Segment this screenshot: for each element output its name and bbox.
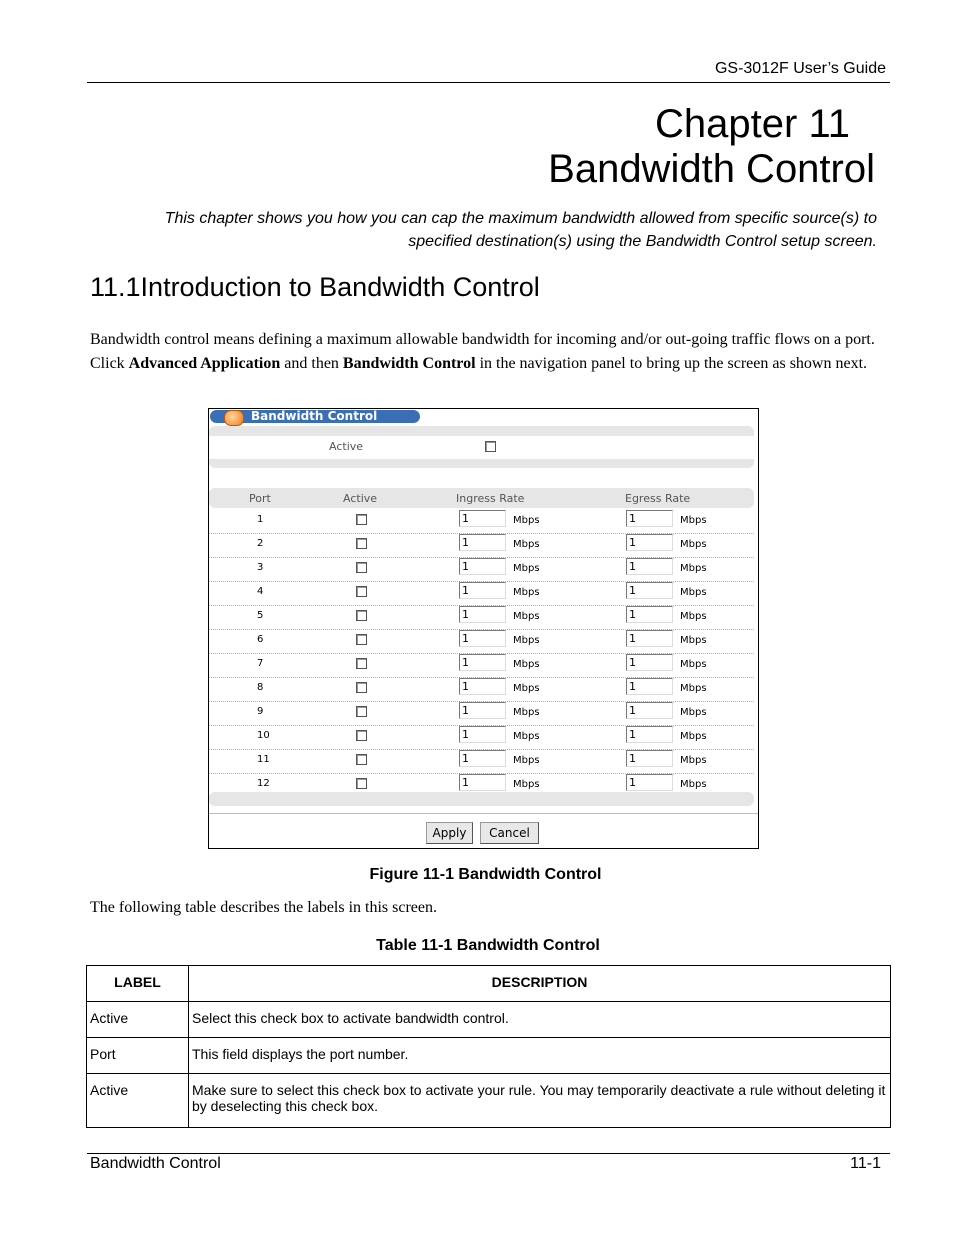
page-number: 11-1 — [850, 1155, 881, 1172]
ingress-unit: Mbps — [513, 539, 540, 550]
port-row — [209, 533, 754, 558]
label-description-table — [86, 965, 891, 1128]
port-number: 7 — [257, 658, 264, 669]
port-number: 4 — [257, 586, 264, 597]
ingress-rate-input[interactable]: 1 — [459, 654, 506, 671]
port-number: 8 — [257, 682, 264, 693]
egress-unit: Mbps — [680, 755, 707, 766]
column-header-ingress: Ingress Rate — [456, 492, 525, 505]
port-number: 10 — [257, 730, 270, 741]
ingress-rate-input[interactable]: 1 — [459, 534, 506, 551]
bold-term: Bandwidth Control — [342, 354, 476, 372]
port-active-checkbox[interactable] — [356, 730, 367, 741]
figure-caption: Figure 11-1 Bandwidth Control — [369, 866, 602, 883]
egress-rate-input[interactable]: 1 — [626, 606, 673, 623]
settings-band-row — [209, 436, 754, 459]
port-number: 2 — [257, 538, 264, 549]
port-active-checkbox[interactable] — [356, 562, 367, 573]
ingress-unit: Mbps — [513, 635, 540, 646]
table-header-description: DESCRIPTION — [189, 966, 891, 1002]
cancel-button[interactable]: Cancel — [480, 822, 539, 844]
port-row — [209, 677, 754, 702]
ingress-unit: Mbps — [513, 587, 540, 598]
port-row — [209, 653, 754, 678]
port-active-checkbox[interactable] — [356, 634, 367, 645]
running-header: GS-3012F User’s Guide — [714, 60, 886, 77]
chapter-title: Bandwidth Control — [548, 147, 875, 191]
row-description: Select this check box to activate bandwidth control. — [189, 1002, 891, 1038]
port-number: 1 — [257, 514, 264, 525]
port-number: 5 — [257, 610, 264, 621]
table-row — [87, 1038, 891, 1074]
section-heading: 11.1Introduction to Bandwidth Control — [90, 272, 540, 302]
port-number: 3 — [257, 562, 264, 573]
egress-unit: Mbps — [680, 659, 707, 670]
ingress-rate-input[interactable]: 1 — [459, 702, 506, 719]
screen-title: Bandwidth Control — [251, 409, 378, 423]
egress-rate-input[interactable]: 1 — [626, 726, 673, 743]
port-row — [209, 749, 754, 774]
port-row — [209, 725, 754, 750]
table-caption: Table 11-1 Bandwidth Control — [376, 937, 600, 954]
egress-rate-input[interactable]: 1 — [626, 702, 673, 719]
ingress-unit: Mbps — [513, 515, 540, 526]
port-number: 12 — [257, 778, 270, 789]
ingress-rate-input[interactable]: 1 — [459, 582, 506, 599]
egress-unit: Mbps — [680, 611, 707, 622]
port-row — [209, 701, 754, 726]
port-row — [209, 581, 754, 606]
ingress-unit: Mbps — [513, 755, 540, 766]
egress-unit: Mbps — [680, 779, 707, 790]
port-row — [209, 557, 754, 582]
ingress-unit: Mbps — [513, 707, 540, 718]
port-row — [209, 629, 754, 654]
title-orb-icon — [224, 410, 244, 426]
egress-unit: Mbps — [680, 587, 707, 598]
egress-unit: Mbps — [680, 683, 707, 694]
port-active-checkbox[interactable] — [356, 754, 367, 765]
row-label: Active — [87, 1074, 189, 1128]
ingress-rate-input[interactable]: 1 — [459, 678, 506, 695]
column-header-egress: Egress Rate — [625, 492, 691, 505]
ingress-unit: Mbps — [513, 659, 540, 670]
global-active-label: Active — [329, 440, 364, 453]
chapter-number: Chapter 11 — [655, 102, 850, 146]
port-number: 6 — [257, 634, 264, 645]
port-active-checkbox[interactable] — [356, 538, 367, 549]
table-row — [87, 1002, 891, 1038]
port-active-checkbox[interactable] — [356, 514, 367, 525]
port-active-checkbox[interactable] — [356, 610, 367, 621]
ingress-unit: Mbps — [513, 731, 540, 742]
port-number: 11 — [257, 754, 270, 765]
column-header-port: Port — [249, 492, 271, 505]
ingress-rate-input[interactable]: 1 — [459, 726, 506, 743]
port-active-checkbox[interactable] — [356, 778, 367, 789]
bold-term: Advanced Application — [128, 354, 281, 372]
egress-rate-input[interactable]: 1 — [626, 582, 673, 599]
footer-section-title: Bandwidth Control — [90, 1155, 221, 1172]
row-description: Make sure to select this check box to activate your rule. You may temporarily deactivate a rule without deleting it by deselecting this check box. — [189, 1074, 891, 1128]
port-number: 9 — [257, 706, 264, 717]
ingress-rate-input[interactable]: 1 — [459, 558, 506, 575]
egress-rate-input[interactable]: 1 — [626, 510, 673, 527]
ingress-rate-input[interactable]: 1 — [459, 630, 506, 647]
egress-unit: Mbps — [680, 707, 707, 718]
port-active-checkbox[interactable] — [356, 706, 367, 717]
row-label: Active — [87, 1002, 189, 1038]
apply-button[interactable]: Apply — [426, 822, 473, 844]
port-active-checkbox[interactable] — [356, 682, 367, 693]
column-header-active: Active — [343, 492, 378, 505]
table-header-label: LABEL — [87, 966, 189, 1002]
row-description: This field displays the port number. — [189, 1038, 891, 1074]
egress-unit: Mbps — [680, 539, 707, 550]
ingress-rate-input[interactable]: 1 — [459, 750, 506, 767]
ingress-rate-input[interactable]: 1 — [459, 606, 506, 623]
row-label: Port — [87, 1038, 189, 1074]
port-row — [209, 509, 754, 534]
egress-rate-input[interactable]: 1 — [626, 654, 673, 671]
port-row — [209, 605, 754, 630]
egress-unit: Mbps — [680, 635, 707, 646]
button-divider — [209, 813, 758, 814]
egress-rate-input[interactable]: 1 — [626, 750, 673, 767]
global-active-checkbox[interactable] — [485, 441, 496, 452]
bandwidth-control-screen — [208, 408, 759, 849]
port-active-checkbox[interactable] — [356, 586, 367, 597]
egress-rate-input[interactable]: 1 — [626, 558, 673, 575]
ingress-rate-input[interactable]: 1 — [459, 774, 506, 791]
egress-rate-input[interactable]: 1 — [626, 774, 673, 791]
ingress-rate-input[interactable]: 1 — [459, 510, 506, 527]
intro-paragraph: Bandwidth control means defining a maximum allowable bandwidth for incoming and/or out-going traffic flows on a port. Click Advanced Application and then Bandwidth Control in the navigation panel to bring up the screen as shown next. — [90, 331, 875, 372]
ingress-unit: Mbps — [513, 779, 540, 790]
chapter-intro: This chapter shows you how you can cap the maximum bandwidth allowed from specific source(s) to specified destination(s) using the Bandwidth Control setup screen. — [164, 210, 877, 250]
egress-rate-input[interactable]: 1 — [626, 678, 673, 695]
egress-unit: Mbps — [680, 515, 707, 526]
egress-rate-input[interactable]: 1 — [626, 534, 673, 551]
table-row — [87, 1074, 891, 1128]
table-footer-band — [209, 792, 754, 806]
ingress-unit: Mbps — [513, 563, 540, 574]
egress-unit: Mbps — [680, 731, 707, 742]
header-rule — [87, 82, 890, 83]
port-active-checkbox[interactable] — [356, 658, 367, 669]
ingress-unit: Mbps — [513, 611, 540, 622]
ingress-unit: Mbps — [513, 683, 540, 694]
table-intro: The following table describes the labels in this screen. — [90, 899, 438, 916]
footer-rule — [87, 1153, 890, 1154]
egress-unit: Mbps — [680, 563, 707, 574]
egress-rate-input[interactable]: 1 — [626, 630, 673, 647]
